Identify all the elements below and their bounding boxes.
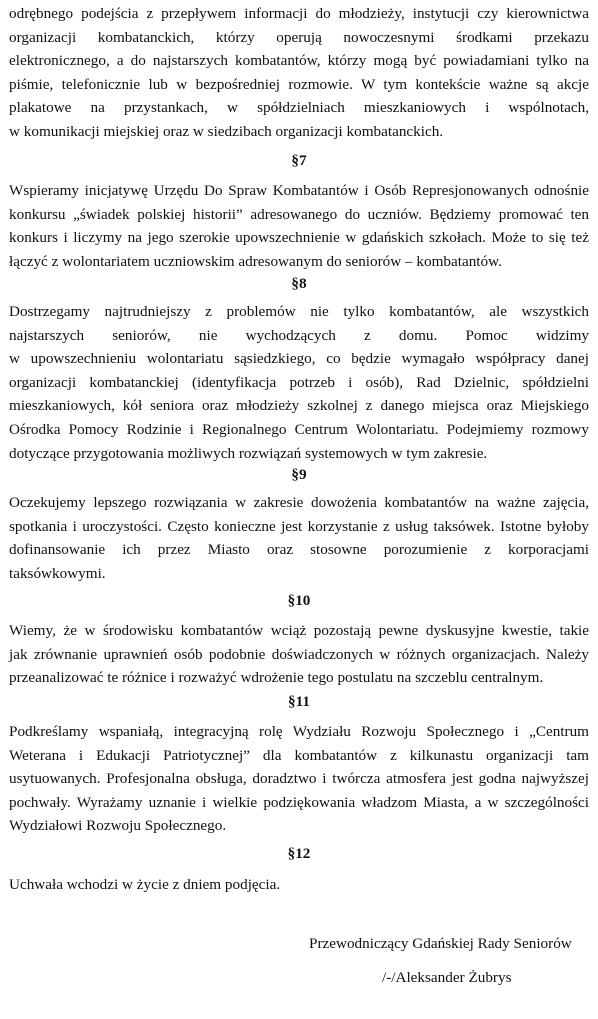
paragraph-line: dofinansowanie ich przez Miasto oraz stosowne porozumienie z korporacjami <box>9 541 589 559</box>
paragraph-line: w upowszechnieniu wolontariatu sąsiedzkiego, co będzie wymagało współpracy danej <box>9 350 589 368</box>
signature-name: /-/Aleksander Żubrys <box>382 969 512 986</box>
section-heading-11: §11 <box>288 693 310 710</box>
paragraph-line: pochwały. Wyrażamy uznanie i wielkie podziękowania władzom Miasta, a w szczególności <box>9 793 589 811</box>
section-heading-7: §7 <box>291 152 307 169</box>
paragraph-line: konkurs i liczymy na jego szerokie upowszechnienie w gdańskich szkołach. Może to się też <box>9 229 589 247</box>
paragraph-line: organizacji kombatanckich, którzy operują nowoczesnymi środkami przekazu <box>9 28 589 46</box>
intro-paragraph <box>9 2 589 144</box>
signature-title: Przewodniczący Gdańskiej Rady Seniorów <box>309 935 572 952</box>
paragraph-line: dotyczące przygotowania możliwych rozwiązań systemowych w tym zakresie. <box>9 444 488 462</box>
paragraph-line: Uchwała wchodzi w życie z dniem podjęcia. <box>9 876 281 893</box>
paragraph-line: Weterana i Edukacji Patriotycznej” dla kombatantów z kilkunastu organizacji tam <box>9 746 589 764</box>
paragraph-line: Wydziałowi Rozwoju Społecznego. <box>9 817 227 835</box>
paragraph-line: piśmie, telefonicznie lub w bezpośredniej rozmowie. W tym kontekście ważne są akcje <box>9 75 589 93</box>
section-heading-12: §12 <box>287 845 311 862</box>
paragraph-line: plakatowe na przystankach, w spółdzielniach mieszkaniowych i wspólnotach, <box>9 99 589 117</box>
paragraph-line: odrębnego podejścia z przepływem informacji do młodzieży, instytucji czy kierownictwa <box>9 5 589 22</box>
section-10-paragraph <box>9 619 589 690</box>
section-9-paragraph <box>9 491 589 585</box>
section-heading-9: §9 <box>291 466 307 483</box>
paragraph-line: łączyć z wolontariatem uczniowskim adresowanym do seniorów – kombatantów. <box>9 252 502 270</box>
section-7-paragraph <box>9 179 589 273</box>
paragraph-line: Ośrodka Pomocy Rodzinie i Regionalnego Centrum Wolontariatu. Podejmiemy rozmowy <box>9 420 589 438</box>
paragraph-line: spotkania i uroczystości. Często konieczne jest korzystanie z usług taksówek. Istotne byłoby <box>9 517 589 535</box>
paragraph-line: w komunikacji miejskiej oraz w siedzibach organizacji kombatanckich. <box>9 122 444 140</box>
paragraph-line: Oczekujemy lepszego rozwiązania w zakresie dowożenia kombatantów na ważne zajęcia, <box>9 494 589 511</box>
paragraph-line: Podkreślamy wspaniałą, integracyjną rolę Wydziału Rozwoju Społecznego i „Centrum <box>9 723 589 740</box>
paragraph-line: organizacji kombatanckiej (identyfikacja potrzeb i osób), Rad Dzielnic, spółdzielni <box>9 373 589 391</box>
paragraph-line: Dostrzegamy najtrudniejszy z problemów nie tylko kombatantów, ale wszystkich <box>9 303 589 320</box>
paragraph-line: mieszkaniowych, kół seniora oraz młodzieży szkolnej z danego miejsca oraz Miejskiego <box>9 397 589 415</box>
paragraph-line: jak zrównanie uprawnień osób podobnie doświadczonych w różnych organizacjach. Należy <box>9 645 589 663</box>
paragraph-line: usytuowanych. Profesjonalna obsługa, doradztwo i twórcza atmosfera jest godna najwyższej <box>9 770 589 788</box>
section-8-paragraph <box>9 300 589 465</box>
section-12-paragraph <box>9 873 589 897</box>
paragraph-line: Wspieramy inicjatywę Urzędu Do Spraw Kombatantów i Osób Represjonowanych odnośnie <box>9 182 589 199</box>
section-heading-8: §8 <box>291 275 307 292</box>
paragraph-line: taksówkowymi. <box>9 564 106 582</box>
paragraph-line: Wiemy, że w środowisku kombatantów wciąż pozostają pewne dyskusyjne kwestie, takie <box>9 622 589 639</box>
section-11-paragraph <box>9 720 589 838</box>
section-heading-10: §10 <box>287 592 311 609</box>
paragraph-line: konkursu „świadek polskiej historii” adresowanego do uczniów. Będziemy promować ten <box>9 205 589 223</box>
paragraph-line: przeanalizować te różnice i rozważyć wdrożenie tego postulatu na szczeblu centralnym. <box>9 669 544 687</box>
paragraph-line: elektronicznego, a do najstarszych kombatantów, którzy mogą być powiadamiani tylko na <box>9 52 589 70</box>
paragraph-line: najstarszych seniorów, nie wychodzących z domu. Pomoc widzimy <box>9 326 589 344</box>
